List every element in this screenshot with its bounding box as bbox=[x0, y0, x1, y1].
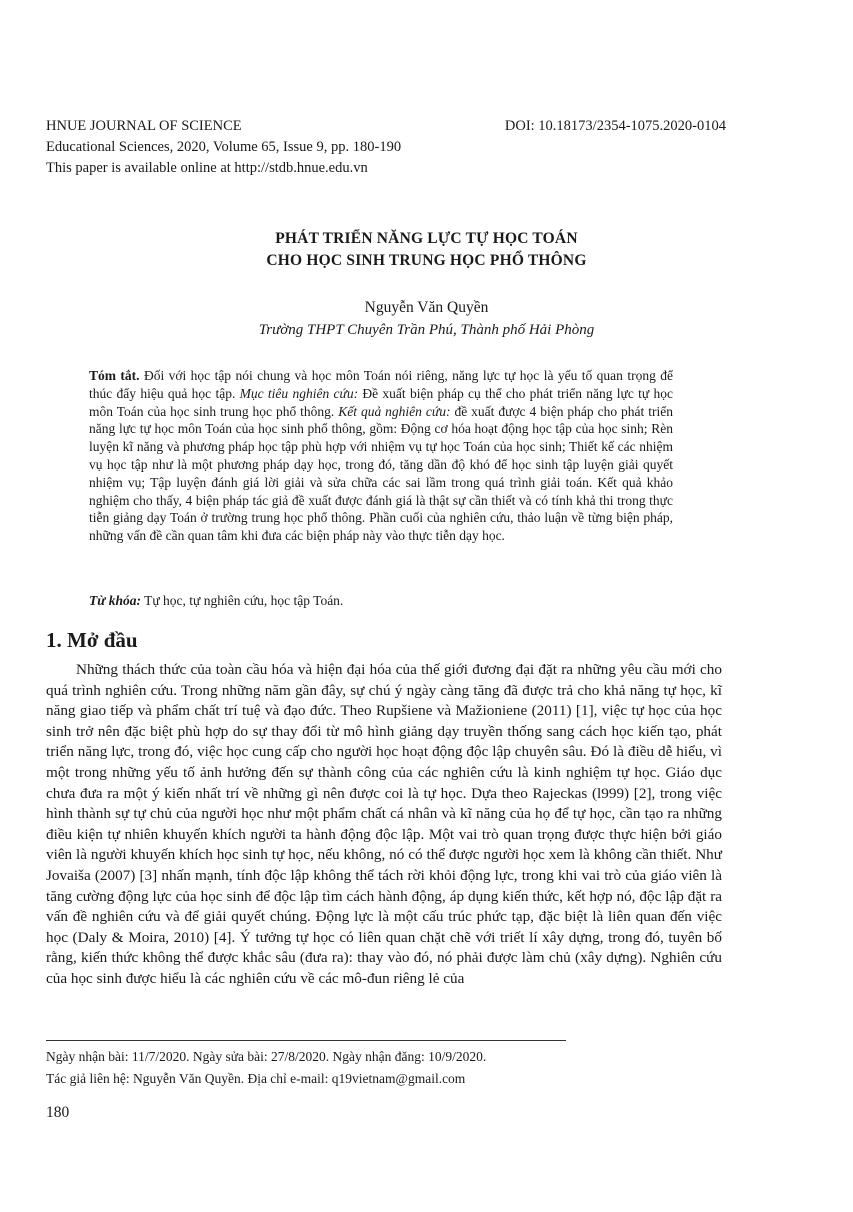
keywords bbox=[89, 592, 673, 610]
paper-title bbox=[0, 228, 853, 272]
issue-info: Educational Sciences, 2020, Volume 65, Issue 9, pp. 180-190 bbox=[46, 139, 402, 155]
abstract-results-label: Kết quả nghiên cứu: bbox=[338, 403, 451, 419]
header-row bbox=[46, 116, 726, 137]
section-heading: 1. Mở đầu bbox=[46, 628, 138, 652]
author-name: Nguyễn Văn Quyền bbox=[364, 299, 489, 316]
abstract-aim-label: Mục tiêu nghiên cứu: bbox=[239, 385, 359, 401]
footnotes bbox=[46, 1046, 486, 1090]
abstract-text-2: Đề xuất biện pháp cụ thể cho phát triển năng lực tự học môn Toán của học sinh trung học phổ thông. bbox=[89, 385, 673, 419]
abstract bbox=[89, 367, 673, 545]
title-line-1: PHÁT TRIỂN NĂNG LỰC TỰ HỌC TOÁN bbox=[275, 230, 578, 247]
author-affiliation: Trường THPT Chuyên Trần Phú, Thành phố Hải Phòng bbox=[258, 322, 595, 338]
keywords-text: Tự học, tự nghiên cứu, học tập Toán. bbox=[140, 593, 344, 608]
journal-header bbox=[46, 116, 726, 179]
journal-name: HNUE JOURNAL OF SCIENCE bbox=[46, 118, 242, 134]
body-paragraph: Những thách thức của toàn cầu hóa và hiện đại hóa của thế giới đương đại đặt ra những yêu cầu mới cho quá trình nghiên cứu. Trong những năm gần đây, sự chú ý ngày càng tăng đã được trả cho khả năng tự học, kĩ năng giao tiếp và phẩm chất trí tuệ và đạo đức. Theo Rupšiene và Mažioniene (2011) [1], việc tự học của học sinh trở nên đặc biệt phù hợp do sự thay đổi từ mô hình giảng dạy truyền thống sang cách học kiến tạo, phát triển năng lực, trong đó, việc học cung cấp cho người học hoạt động độc lập chuyên sâu. Đó là điều dễ hiểu, vì một trong những yếu tố ảnh hưởng đến sự thành công của các nghiên cứu là kinh nghiệm tự học. Giáo dục chưa đưa ra một ý kiến nhất trí về những gì nên được coi là tự học. Dựa theo Rajeckas (l999) [2], trong việc hình thành sự tự chủ của người học như một phẩm chất cá nhân và kĩ năng của họ để tự học, cần tạo ra những điều kiện tự nhiên khuyến khích người ta hành động độc lập. Một vai trò quan trọng được thực hiện bởi giáo viên là người khuyến khích học sinh tự học, nếu không, nó có thể được người học xem là không cần thiết. Như Jovaiša (2007) [3] nhấn mạnh, tính độc lập không thể tách rời khỏi động lực, trong khi vai trò của giáo viên là tăng cường động lực của học sinh để độc lập tìm cách hành động, áp dụng kiến thức, kết hợp nó, độc lập đặt ra vấn đề nghiên cứu và để giải quyết chúng. Động lực là một cấu trúc phức tạp, đặc biệt là liên quan đến việc học (Daly & Moira, 2010) [4]. Ý tưởng tự học có liên quan chặt chẽ với triết lí xây dựng, trong đó, tuyên bố rằng, kiến thức không thể được khắc sâu (đưa ra): thay vào đó, nó phải được làm chủ (xây dựng). Nghiên cứu của học sinh được hiểu là các nghiên cứu về các mô-đun riêng lẻ của bbox=[46, 661, 722, 987]
abstract-text-1: Đối với học tập nói chung và học môn Toán nói riêng, năng lực tự học là yếu tố quan trọng để thúc đẩy hiệu quả học tập. bbox=[89, 368, 673, 401]
footnote-contact: Tác giả liên hệ: Nguyễn Văn Quyền. Địa chỉ e-mail: q19vietnam@gmail.com bbox=[46, 1071, 466, 1086]
abstract-label: Tóm tắt. bbox=[89, 368, 140, 383]
abstract-text-3: đề xuất được 4 biện pháp cho phát triển năng lực tự học môn Toán của học sinh phổ thông, gồm: Động cơ hóa hoạt động học tập của học sinh; Rèn luyện kĩ năng và phương pháp học tập phù hợp với nhiệm vụ tự học Toán của học sinh; Thiết kế các nhiệm vụ học tập như là một phương pháp dạy học, trong đó, tăng dần độ khó để học sinh tập luyện giải quyết nhiệm vụ; Tập luyện đánh giá lời giải và sửa chữa các sai lầm trong quá trình giải toán. Kết quả khảo nghiệm cho thấy, 4 biện pháp tác giả đề xuất được đánh giá là thật sự cần thiết và có tính khả thi trong thực tiễn giảng dạy Toán ở trường trung học phổ thông. Phần cuối của nghiên cứu, thảo luận về từng biện pháp, những vấn đề cần quan tâm khi đưa các biện pháp này vào thực tiễn dạy học. bbox=[89, 403, 673, 544]
doi: DOI: 10.18173/2354-1075.2020-0104 bbox=[504, 118, 726, 134]
footnote-dates: Ngày nhận bài: 11/7/2020. Ngày sửa bài: 27/8/2020. Ngày nhận đăng: 10/9/2020. bbox=[46, 1049, 487, 1064]
page-number: 180 bbox=[46, 1104, 70, 1121]
title-line-2: CHO HỌC SINH TRUNG HỌC PHỔ THÔNG bbox=[266, 252, 587, 269]
footnote-divider bbox=[46, 1040, 566, 1041]
online-info: This paper is available online at http://stdb.hnue.edu.vn bbox=[46, 160, 368, 176]
keywords-label: Từ khóa: bbox=[89, 593, 141, 608]
